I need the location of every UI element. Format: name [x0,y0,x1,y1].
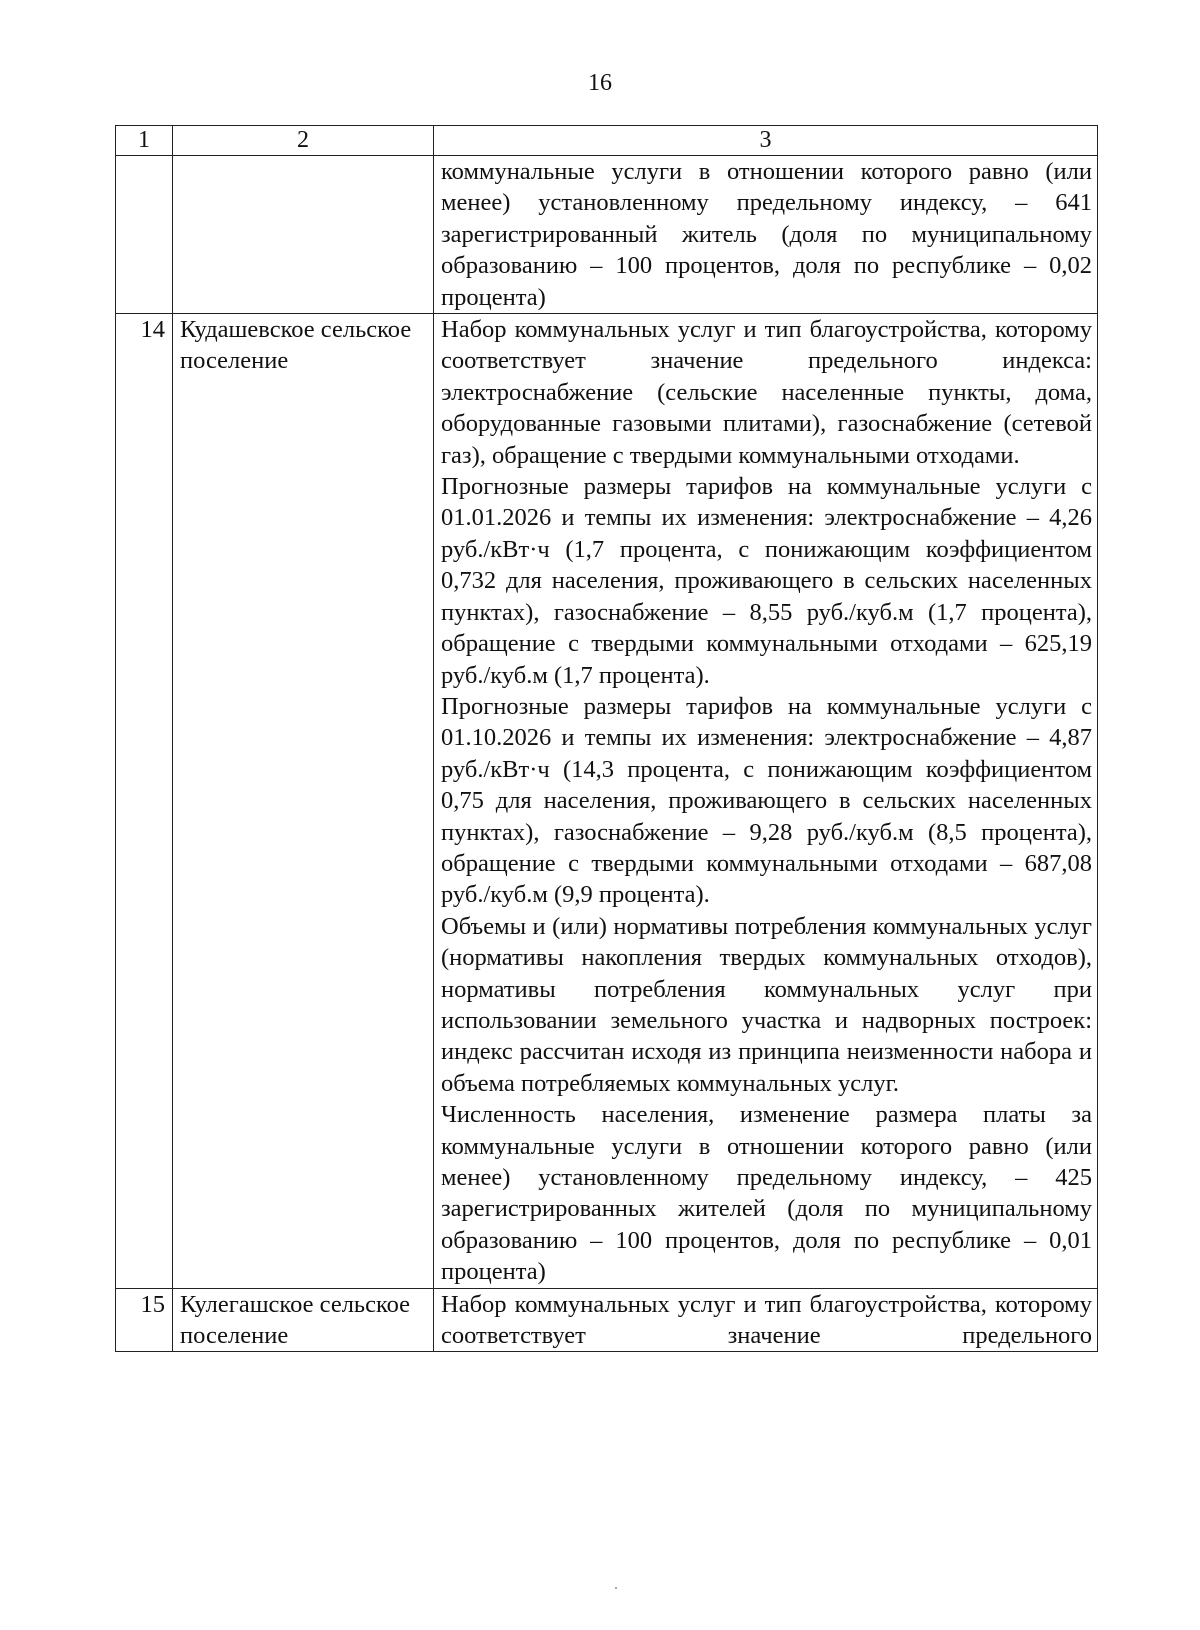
table-header-row [116,126,1098,156]
row-description [434,1288,1098,1352]
row-number [116,156,173,314]
header-col-2: 2 [173,126,434,156]
row-number: 14 [116,314,173,1289]
scan-speck [615,1587,617,1589]
description-paragraph: Прогнозные размеры тарифов на коммунальные услуги с 01.01.2026 и темпы их изменения: электроснабжение – 4,26 руб./кВт·ч (1,7 процента, с понижающим коэффициентом 0,732 для населения, проживающего в сельских населенных пунктах), газоснабжение – 8,55 руб./куб.м (1,7 процента), обращение с твердыми коммунальными отходами – 625,19 руб./куб.м (1,7 процента). [441,473,1092,689]
header-col-1: 1 [116,126,173,156]
municipality-name: Кулегашское сельское поселение [173,1288,434,1352]
row-number: 15 [116,1288,173,1352]
description-paragraph: Численность населения, изменение размера платы за коммунальные услуги в отношении которого равно (или менее) установленному предельному индексу, – 425 зарегистрированных жителей (доля по муниципальному образованию – 100 процентов, доля по республике – 0,01 процента) [441,1101,1092,1286]
header-col-3: 3 [434,126,1098,156]
row-description [434,156,1098,314]
municipality-name: Кудашевское сельское поселение [173,314,434,1289]
table-row [116,314,1098,1289]
description-paragraph: Объемы и (или) нормативы потребления коммунальных услуг (нормативы накопления твердых коммунальных отходов), нормативы потребления коммунальных услуг при использовании земельного участка и надворных построек: индекс рассчитан исходя из принципа неизменности набора и объема потребляемых коммунальных услуг. [441,912,1092,1097]
page-number: 16 [588,70,612,96]
description-paragraph: Набор коммунальных услуг и тип благоустройства, которому соответствует значение предельного [441,1290,1092,1350]
description-paragraph: Прогнозные размеры тарифов на коммунальные услуги с 01.10.2026 и темпы их изменения: электроснабжение – 4,87 руб./кВт·ч (14,3 процента, с понижающим коэффициентом 0,75 для населения, проживающего в сельских населенных пунктах), газоснабжение – 9,28 руб./куб.м (8,5 процента), обращение с твердыми коммунальными отходами – 687,08 руб./куб.м (9,9 процента). [441,692,1092,909]
table-row [116,156,1098,314]
description-paragraph: Набор коммунальных услуг и тип благоустройства, которому соответствует значение предельного индекса: электроснабжение (сельские населенные пункты, дома, оборудованные газовыми плитами), газоснабжение (сетевой газ), обращение с твердыми коммунальными отходами. [441,316,1092,469]
description-paragraph: коммунальные услуги в отношении которого равно (или менее) установленному предельному индексу, – 641 зарегистрированный житель (доля по муниципальному образованию – 100 процентов, доля по республике – 0,02 процента) [441,158,1092,311]
tariff-table [115,125,1098,1352]
row-description [434,314,1098,1289]
municipality-name [173,156,434,314]
table-row [116,1288,1098,1352]
